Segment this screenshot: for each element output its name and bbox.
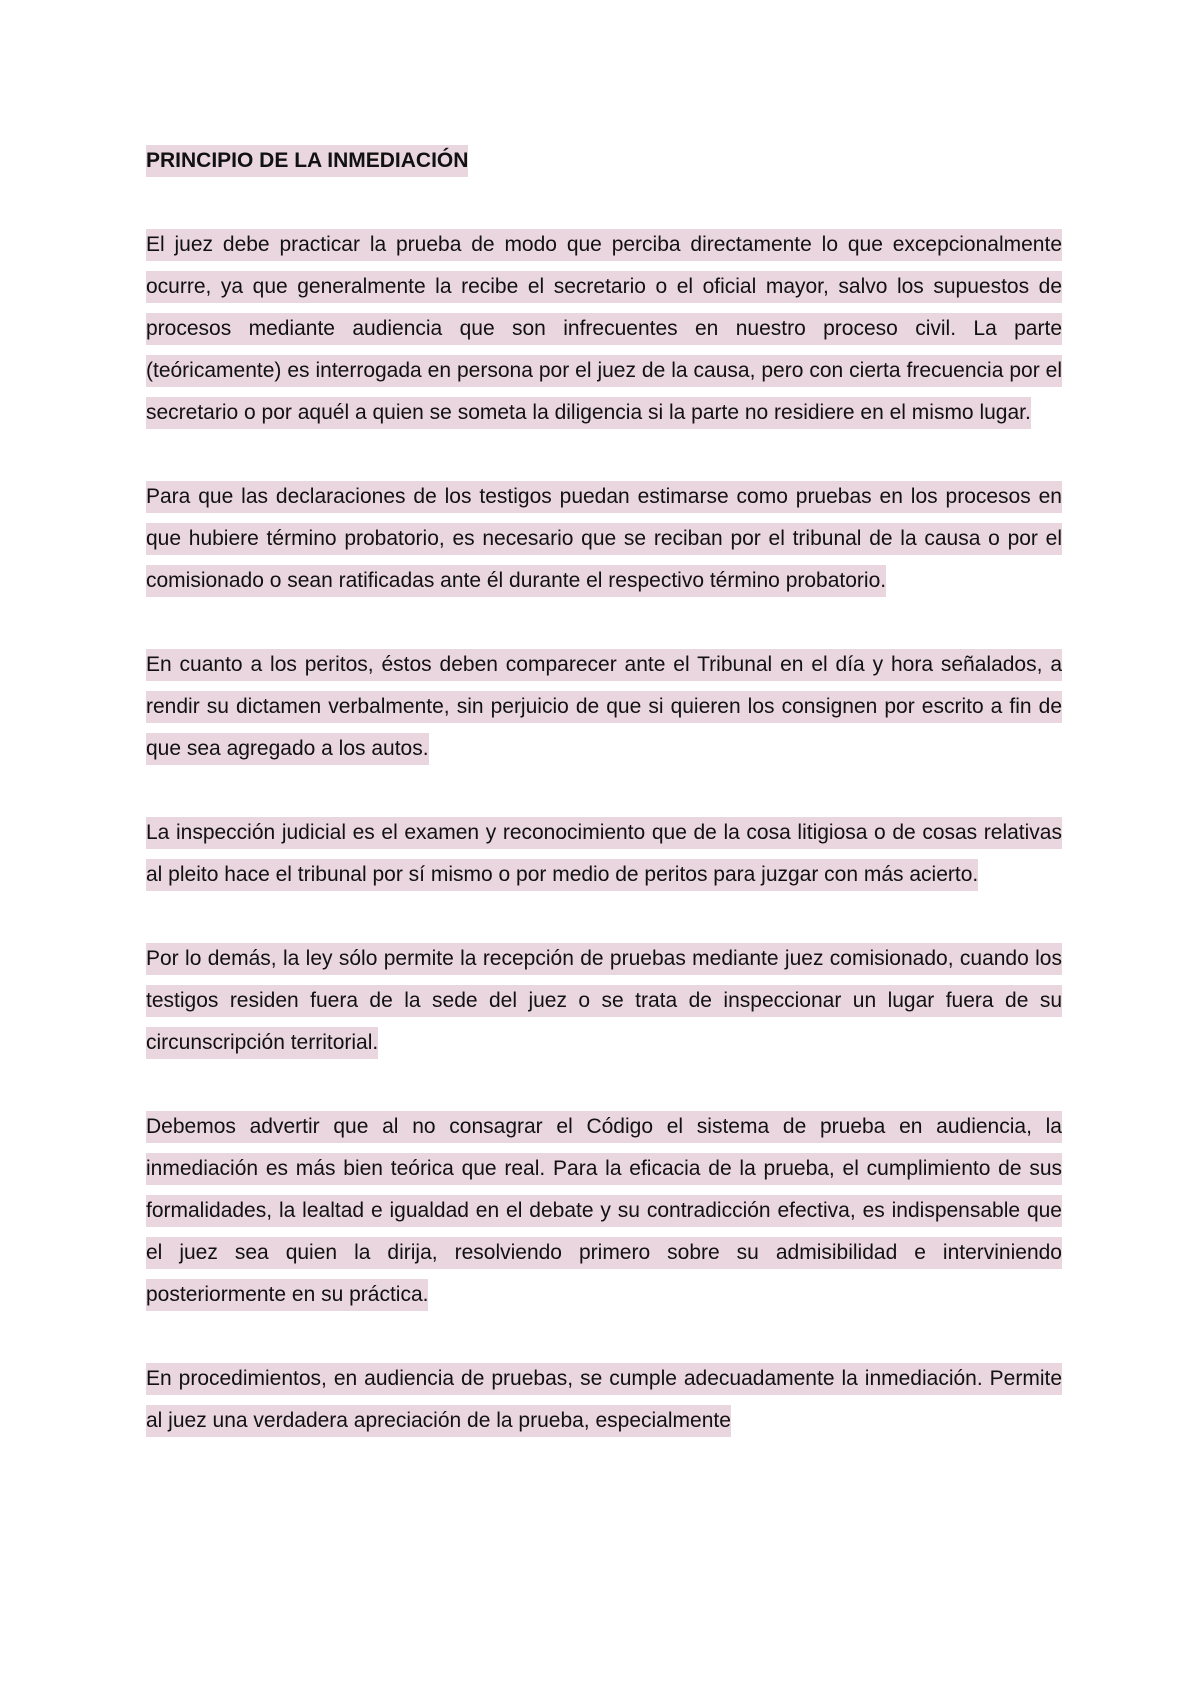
paragraph-3 <box>146 644 1062 770</box>
document-body <box>146 140 1062 1484</box>
paragraph-2-text: Para que las declaraciones de los testigos puedan estimarse como pruebas en los procesos en que hubiere término probatorio, es necesario que se reciban por el tribunal de la causa o por el comisionado o sean ratificadas ante él durante el respectivo término probatorio. <box>146 481 1062 597</box>
document-title-text: PRINCIPIO DE LA INMEDIACIÓN <box>146 145 468 177</box>
paragraph-3-text: En cuanto a los peritos, éstos deben comparecer ante el Tribunal en el día y hora señalados, a rendir su dictamen verbalmente, sin perjuicio de que si quieren los consignen por escrito a fin de que sea agregado a los autos. <box>146 649 1062 765</box>
paragraph-2 <box>146 476 1062 602</box>
paragraph-1 <box>146 224 1062 434</box>
paragraph-5-text: Por lo demás, la ley sólo permite la recepción de pruebas mediante juez comisionado, cuando los testigos residen fuera de la sede del juez o se trata de inspeccionar un lugar fuera de su circunscripción territorial. <box>146 943 1062 1059</box>
paragraph-4-text: La inspección judicial es el examen y reconocimiento que de la cosa litigiosa o de cosas relativas al pleito hace el tribunal por sí mismo o por medio de peritos para juzgar con más acierto. <box>146 817 1062 891</box>
paragraph-4 <box>146 812 1062 896</box>
paragraph-7 <box>146 1358 1062 1442</box>
paragraph-1-text: El juez debe practicar la prueba de modo que perciba directamente lo que excepcionalmente ocurre, ya que generalmente la recibe el secretario o el oficial mayor, salvo los supuestos de procesos mediante audiencia que son infrecuentes en nuestro proceso civil. La parte (teóricamente) es interrogada en persona por el juez de la causa, pero con cierta frecuencia por el secretario o por aquél a quien se someta la diligencia si la parte no residiere en el mismo lugar. <box>146 229 1062 429</box>
paragraph-6-text: Debemos advertir que al no consagrar el Código el sistema de prueba en audiencia, la inmediación es más bien teórica que real. Para la eficacia de la prueba, el cumplimiento de sus formalidades, la lealtad e igualdad en el debate y su contradicción efectiva, es indispensable que el juez sea quien la dirija, resolviendo primero sobre su admisibilidad e interviniendo posteriormente en su práctica. <box>146 1111 1062 1311</box>
paragraph-5 <box>146 938 1062 1064</box>
paragraph-7-text: En procedimientos, en audiencia de pruebas, se cumple adecuadamente la inmediación. Permite al juez una verdadera apreciación de la prueba, especialmente <box>146 1363 1062 1437</box>
paragraph-6 <box>146 1106 1062 1316</box>
document-title <box>146 140 1062 182</box>
